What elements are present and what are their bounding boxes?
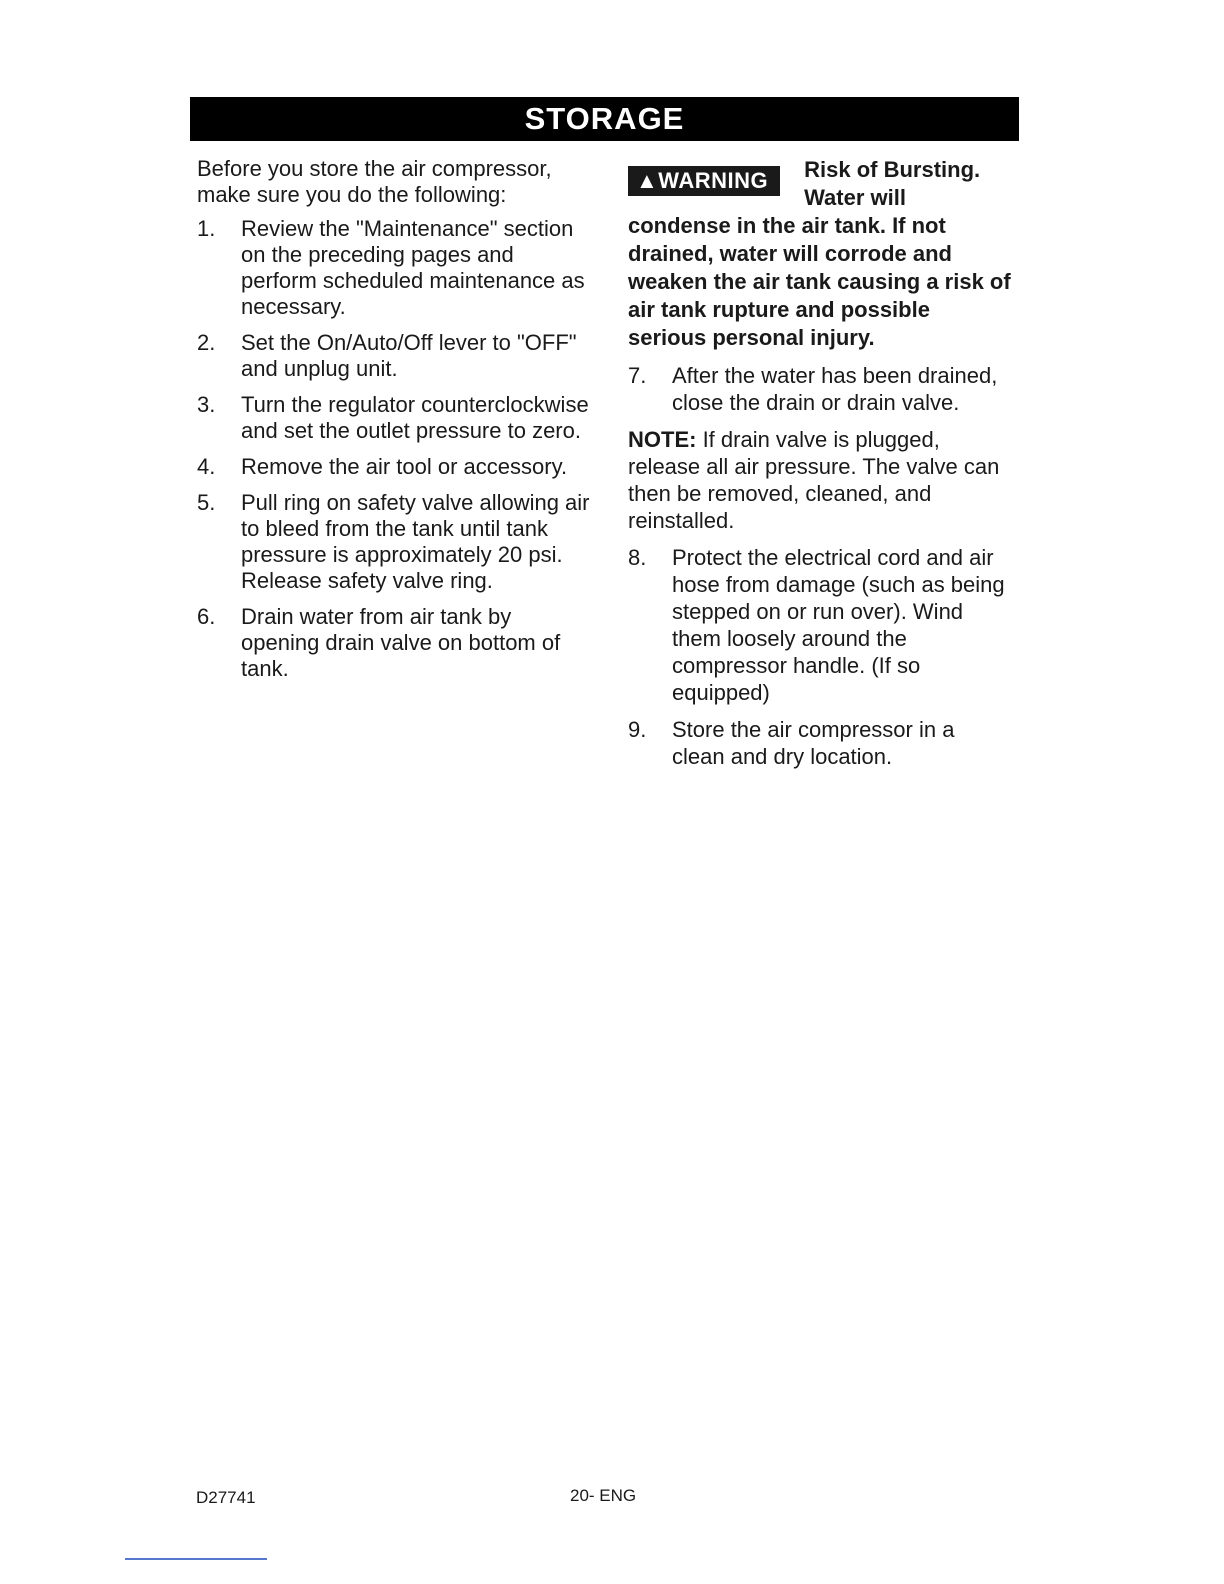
list-item (628, 362, 1013, 416)
list-item (197, 490, 592, 594)
note-text: If drain valve is plugged, release all air pressure. The valve can then be removed, cleaned, and reinstalled. (628, 427, 1000, 533)
step-number: 6. (197, 604, 216, 629)
step-text: Drain water from air tank by opening drain valve on bottom of tank. (241, 604, 561, 681)
step-text: Remove the air tool or accessory. (241, 454, 568, 479)
step-text: Set the On/Auto/Off lever to "OFF" and unplug unit. (241, 330, 577, 381)
list-item (197, 454, 592, 480)
step-number: 5. (197, 490, 216, 515)
step-number: 4. (197, 454, 216, 479)
list-item (197, 604, 592, 682)
list-item (628, 716, 1013, 770)
step-number: 3. (197, 392, 216, 417)
note-paragraph (628, 426, 1013, 534)
list-item (197, 216, 592, 320)
warning-block (628, 156, 1013, 352)
warning-text: Risk of Bursting. Water will condense in the air tank. If not drained, water will corrode and weaken the air tank causing a risk of air tank rupture and possible serious personal injury. (628, 157, 1011, 350)
left-column (197, 156, 592, 692)
step-number: 8. (628, 545, 647, 570)
step-text: Store the air compressor in a clean and dry location. (672, 717, 955, 769)
intro-text: Before you store the air compressor, make sure you do the following: (197, 156, 552, 207)
step-text: After the water has been drained, close the drain or drain valve. (672, 363, 998, 415)
step-number: 2. (197, 330, 216, 355)
list-item (628, 544, 1013, 706)
document-number: D27741 (196, 1488, 256, 1507)
step-number: 7. (628, 363, 647, 388)
step-text: Review the "Maintenance" section on the preceding pages and perform scheduled maintenance as necessary. (241, 216, 585, 319)
page-number: 20- ENG (570, 1486, 637, 1505)
step-text: Pull ring on safety valve allowing air to bleed from the tank until tank pressure is approximately 20 psi. Release safety valve ring. (241, 490, 590, 593)
list-item (197, 392, 592, 444)
warning-badge: ▲WARNING (628, 166, 780, 196)
step-text: Protect the electrical cord and air hose from damage (such as being stepped on or run over). Wind them loosely around the compressor handle. (If so equipped) (672, 545, 1005, 705)
step-number: 1. (197, 216, 216, 241)
step-text: Turn the regulator counterclockwise and set the outlet pressure to zero. (241, 392, 589, 443)
steps-list-left (197, 216, 592, 682)
step-number: 9. (628, 717, 647, 742)
list-item (197, 330, 592, 382)
right-column (628, 156, 1013, 780)
divider (125, 1558, 267, 1560)
note-label: NOTE: (628, 427, 697, 452)
section-title: STORAGE (190, 97, 1019, 141)
